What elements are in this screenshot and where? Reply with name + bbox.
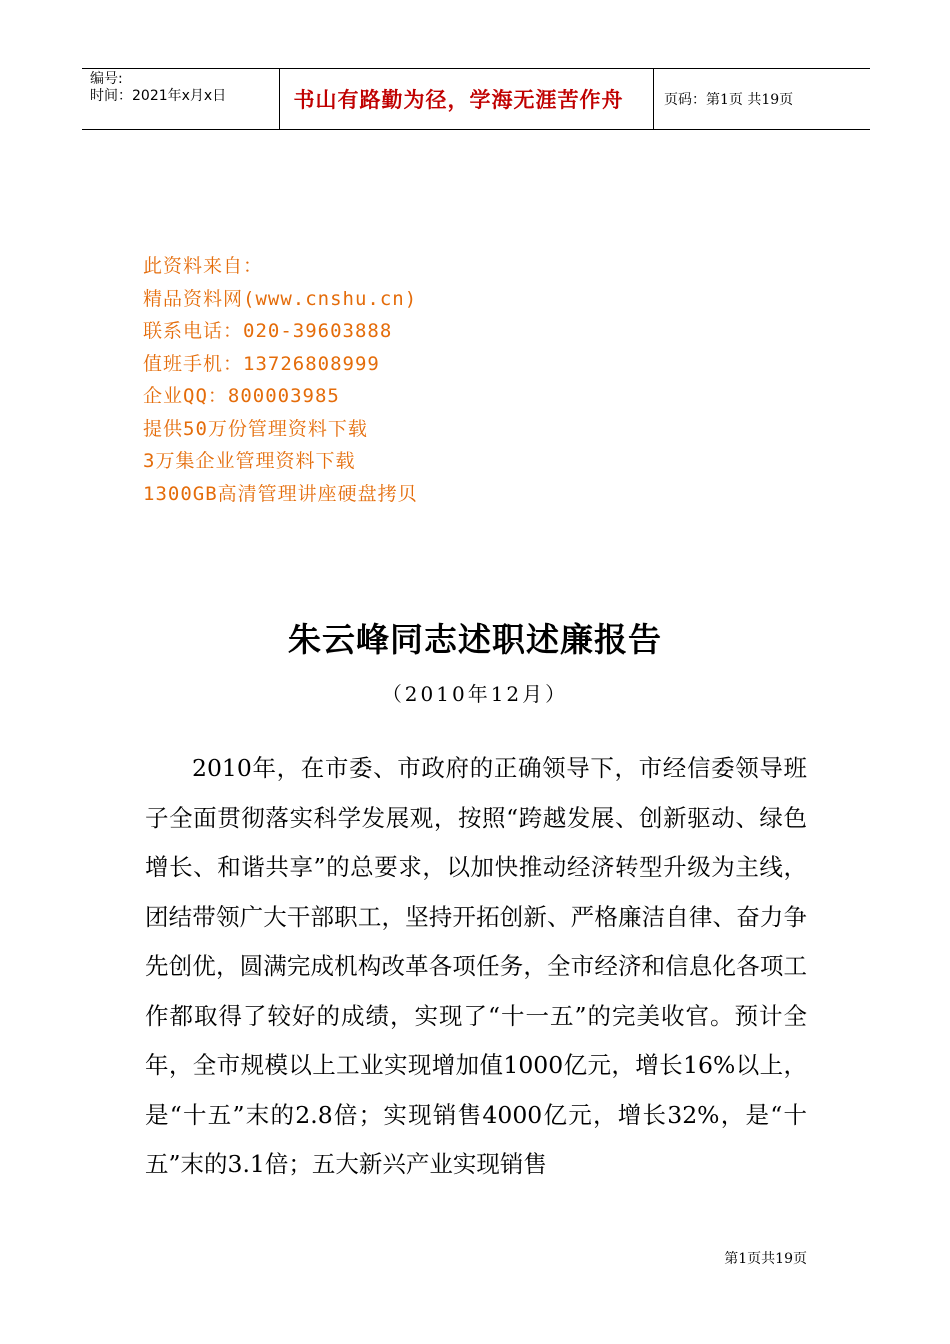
source-line: 联系电话：020-39603888: [143, 320, 393, 342]
header-page-info: 页码：第1页 共19页: [664, 92, 794, 108]
page-footer: 第1页共19页: [724, 1251, 807, 1267]
source-line: 此资料来自：: [143, 255, 264, 277]
body-paragraph: 2010年，在市委、市政府的正确领导下，市经信委领导班子全面贯彻落实科学发展观，按照“跨越发展、创新驱动、绿色增长、和谐共享”的总要求，以加快推动经济转型升级为主线，团结带领广大干部职工，坚持开拓创新、严格廉洁自律、奋力争先创优，圆满完成机构改革各项任务，全市经济和信息化各项工作都取得了较好的成绩，实现了“十一五”的完美收官。预计全年，全市规模以上工业实现增加值1000亿元，增长16%以上，是“十五”末的2.8倍；实现销售4000亿元，增长32%，是“十五”末的3.1倍；五大新兴产业实现销售: [145, 754, 807, 1178]
source-line: 企业QQ：800003985: [143, 385, 340, 407]
source-line: 提供50万份管理资料下载: [143, 417, 368, 440]
number-label: 编号:: [90, 71, 123, 87]
document-title: 朱云峰同志述职述廉报告: [288, 620, 662, 659]
time-label: 时间：2021年x月x日: [90, 88, 227, 104]
page-header: [82, 68, 870, 130]
source-line: 值班手机：13726808999: [143, 352, 380, 375]
source-line: 1300GB高清管理讲座硬盘拷贝: [143, 482, 418, 505]
header-motto: 书山有路勤为径，学海无涯苦作舟: [280, 69, 654, 129]
source-line: 精品资料网(www.cnshu.cn): [143, 287, 418, 310]
source-info-block: [143, 250, 418, 510]
header-meta: [82, 69, 280, 129]
source-line: 3万集企业管理资料下载: [143, 450, 356, 472]
document-date: （2010年12月）: [381, 682, 569, 706]
